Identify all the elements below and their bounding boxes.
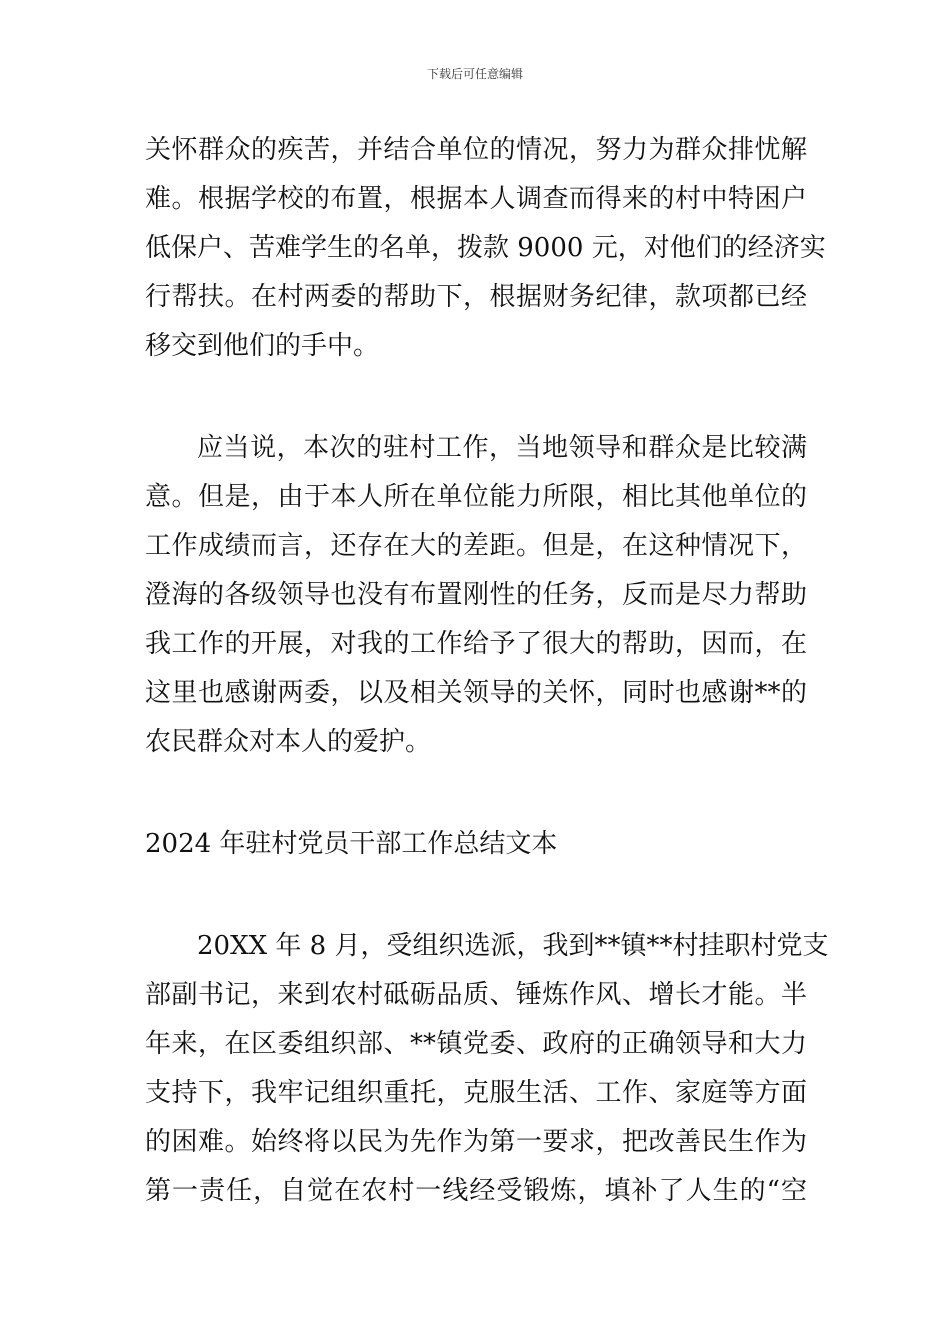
paragraph-1-line-3: 低保户、苦难学生的名单，拨款 9000 元，对他们的经济实 [145,233,826,263]
paragraph-1-line-1: 关怀群众的疾苦，并结合单位的情况，努力为群众排忧解 [145,135,807,165]
paragraph-2-line-4: 澄海的各级领导也没有布置刚性的任务，反而是尽力帮助 [145,580,807,610]
paragraph-2-line-3: 工作成绩而言，还存在大的差距。但是，在这种情况下， [145,531,807,561]
paragraph-1-line-2: 难。根据学校的布置，根据本人调查而得来的村中特困户 [145,184,807,214]
paragraph-4-line-3: 年来，在区委组织部、**镇党委、政府的正确领导和大力 [145,1029,807,1059]
section-heading: 2024 年驻村党员干部工作总结文本 [145,829,558,859]
paragraph-2-line-6: 这里也感谢两委，以及相关领导的关怀，同时也感谢**的 [145,678,807,708]
header-note: 下载后可任意编辑 [426,67,523,81]
paragraph-4-line-2: 部副书记，来到农村砥砺品质、锤炼作风、增长才能。半 [145,980,807,1010]
paragraph-2-line-5: 我工作的开展，对我的工作给予了很大的帮助，因而，在 [145,629,807,659]
paragraph-4-line-5: 的困难。始终将以民为先作为第一要求，把改善民生作为 [145,1127,807,1157]
paragraph-4-line-1: 20XX 年 8 月，受组织选派，我到**镇**村挂职村党支 [197,931,829,961]
paragraph-1-line-4: 行帮扶。在村两委的帮助下，根据财务纪律，款项都已经 [145,282,807,312]
paragraph-2-line-7: 农民群众对本人的爱护。 [145,727,432,757]
paragraph-2-line-1: 应当说，本次的驻村工作，当地领导和群众是比较满 [197,433,807,463]
paragraph-4-line-6: 第一责任，自觉在农村一线经受锻炼，填补了人生的“空 [145,1176,807,1206]
paragraph-2-line-2: 意。但是，由于本人所在单位能力所限，相比其他单位的 [145,482,807,512]
paragraph-1-line-5: 移交到他们的手中。 [145,331,380,361]
paragraph-4-line-4: 支持下，我牢记组织重托，克服生活、工作、家庭等方面 [145,1078,807,1108]
